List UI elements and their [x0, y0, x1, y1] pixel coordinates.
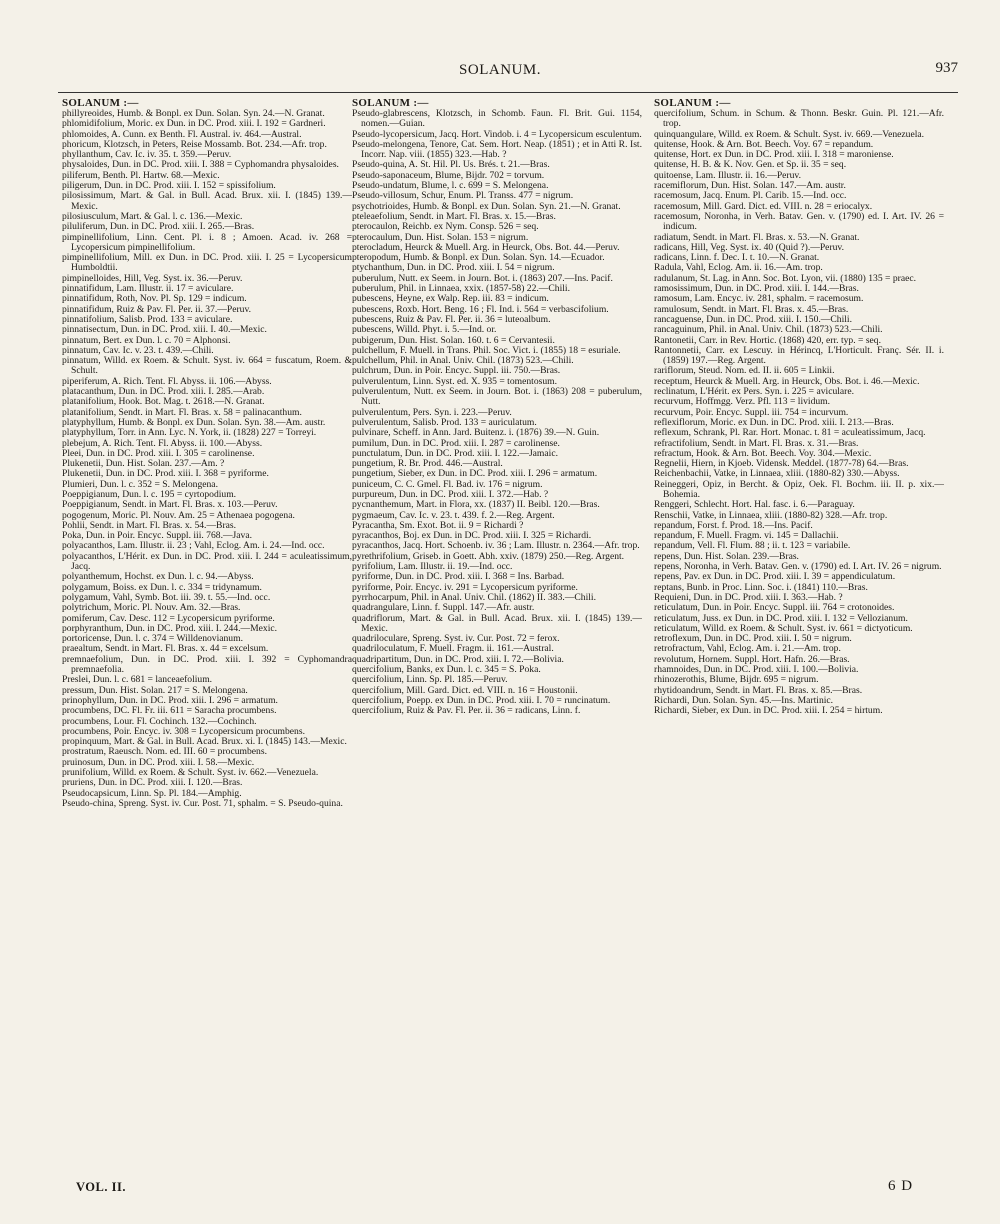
index-entry: platacanthum, Dun. in DC. Prod. xiii. I. 285.—Arab. — [62, 386, 265, 398]
index-column-3 — [654, 97, 944, 1172]
index-entry: receptum, Heurck & Muell. Arg. in Heurck, Obs. Bot. i. 46.—Mexic. — [654, 375, 920, 387]
index-entry: Richardi, Dun. Solan. Syn. 45.—Ins. Martinic. — [654, 694, 834, 706]
index-column-2 — [352, 97, 642, 1172]
index-entry: punctulatum, Dun. in DC. Prod. xiii. I. 122.—Jamaic. — [352, 447, 558, 459]
index-entry: Poka, Dun. in Poir. Encyc. Suppl. iii. 768.—Java. — [62, 530, 253, 542]
index-entry: quitense, Hook. & Arn. Bot. Beech. Voy. 67 = repandum. — [654, 138, 874, 150]
index-entry: puniceum, C. C. Gmel. Fl. Bad. iv. 176 = nigrum. — [352, 478, 543, 490]
index-entry: pyracanthos, Boj. ex Dun. in DC. Prod. xiii. I. 325 = Richardi. — [352, 530, 592, 542]
index-entry: rancaguinum, Phil. in Anal. Univ. Chil. (1873) 523.—Chili. — [654, 324, 883, 336]
index-entry: pinnatum, Cav. Ic. v. 23. t. 439.—Chili. — [62, 344, 214, 356]
index-entry: pygmaeum, Cav. Ic. v. 23. t. 439. f. 2.—Reg. Argent. — [352, 509, 555, 521]
index-entry: repandum, F. Muell. Fragm. vi. 145 = Dallachii. — [654, 530, 839, 542]
index-entry: reclinatum, L'Hérit. ex Pers. Syn. i. 225 = aviculare. — [654, 386, 855, 398]
index-entry: reticulatum, Dun. in Poir. Encyc. Suppl. iii. 764 = crotonoides. — [654, 602, 895, 614]
index-entry: radicans, Hill, Veg. Syst. ix. 40 (Quid ?).—Peruv. — [654, 241, 844, 253]
index-entry: pinnatisectum, Dun. in DC. Prod. xiii. I. 40.—Mexic. — [62, 324, 267, 336]
index-entry: quadriloculatum, F. Muell. Fragm. ii. 161.—Austral. — [352, 643, 554, 655]
index-entry: praealtum, Sendt. in Mart. Fl. Bras. x. 44 = excelsum. — [62, 643, 269, 655]
index-entry: Pseudo-melongena, Tenore, Cat. Sem. Hort. Neap. (1851) ; et in Atti R. Ist. Incorr. Nap. viii. (1855) 323.—Hab. ? — [352, 138, 642, 161]
index-entry: rhytidoandrum, Sendt. in Mart. Fl. Bras. x. 85.—Bras. — [654, 684, 863, 696]
index-entry: plebejum, A. Rich. Tent. Fl. Abyss. ii. 100.—Abyss. — [62, 437, 263, 449]
index-entry: pulverulentum, Salisb. Prod. 133 = auriculatum. — [352, 416, 537, 428]
index-entry: Rantonnetii, Carr. ex Lescuy. in Hérincq, L'Horticult. Franç. Sér. II. i. (1859) 197.—Reg. Argent. — [654, 344, 944, 367]
index-entry: pteleaefolium, Sendt. in Mart. Fl. Bras. x. 15.—Bras. — [352, 210, 556, 222]
index-entry: Pseudo-lycopersicum, Jacq. Hort. Vindob. i. 4 = Lycopersicum esculentum. — [352, 128, 642, 140]
index-entry: phlomidifolium, Moric. ex Dun. in DC. Prod. xiii. I. 192 = Gardneri. — [62, 118, 326, 130]
index-entry: racemosum, Noronha, in Verh. Batav. Gen. v. (1790) ed. I. Art. IV. 26 = indicum. — [654, 210, 944, 233]
index-entry: radulanum, St. Lag. in Ann. Soc. Bot. Lyon, vii. (1880) 135 = praec. — [654, 272, 917, 284]
column-heading: SOLANUM :— — [352, 97, 429, 109]
index-entry: pulvinare, Scheff. in Ann. Jard. Buitenz. i. (1876) 39.—N. Guin. — [352, 427, 600, 439]
index-entry: pomiferum, Cav. Desc. 112 = Lycopersicum pyriforme. — [62, 612, 275, 624]
page-number: 937 — [935, 60, 958, 76]
index-entry: Pseudo-quina, A. St. Hil. Pl. Us. Brés. t. 21.—Bras. — [352, 159, 550, 171]
index-entry: racemiflorum, Dun. Hist. Solan. 147.—Am. austr. — [654, 180, 846, 192]
index-entry: Pohlii, Sendt. in Mart. Fl. Bras. x. 54.—Bras. — [62, 519, 237, 531]
index-entry: recurvum, Poir. Encyc. Suppl. iii. 754 = incurvum. — [654, 406, 849, 418]
index-entry: quinquangulare, Willd. ex Roem. & Schult. Syst. iv. 669.—Venezuela. — [654, 128, 925, 140]
index-entry: ptychanthum, Dun. in DC. Prod. xiii. I. 54 = nigrum. — [352, 262, 555, 274]
index-entry: Pyracantha, Sm. Exot. Bot. ii. 9 = Richardi ? — [352, 519, 524, 531]
index-entry: reptans, Bunb. in Proc. Linn. Soc. i. (1841) 110.—Bras. — [654, 581, 868, 593]
index-entry: Pseudo-china, Spreng. Syst. iv. Cur. Post. 71, sphalm. = S. Pseudo-quina. — [62, 797, 343, 809]
index-entry: polygamum, Vahl, Symb. Bot. iii. 39. t. 55.—Ind. occ. — [62, 591, 271, 603]
index-entry: pubescens, Roxb. Hort. Beng. 16 ; Fl. Ind. i. 564 = verbascifolium. — [352, 303, 609, 315]
index-entry: quitense, H. B. & K. Nov. Gen. et Sp. ii. 35 = seq. — [654, 159, 847, 171]
index-entry: pyrrhocarpum, Phil. in Anal. Univ. Chil. (1862) II. 383.—Chili. — [352, 591, 596, 603]
index-entry: pulchellum, Phil. in Anal. Univ. Chil. (1873) 523.—Chili. — [352, 355, 574, 367]
index-entry: porphyranthum, Dun. in DC. Prod. xiii. I. 244.—Mexic. — [62, 622, 278, 634]
index-entry: pycnanthemum, Mart. in Flora, xx. (1837) II. Beibl. 120.—Bras. — [352, 499, 600, 511]
index-entry: psychotrioides, Humb. & Bonpl. ex Dun. Solan. Syn. 21.—N. Granat. — [352, 200, 621, 212]
index-entry: Preslei, Dun. l. c. 681 = lanceaefolium. — [62, 674, 213, 686]
index-entry: polyacanthos, Lam. Illustr. ii. 23 ; Vahl, Eclog. Am. i. 24.—Ind. occ. — [62, 540, 325, 552]
index-entry: pterocaulon, Reichb. ex Nym. Consp. 526 = seq. — [352, 221, 539, 233]
index-entry: pinnatifidum, Roth, Nov. Pl. Sp. 129 = indicum. — [62, 293, 247, 305]
index-entry: Pseudo-glabrescens, Klotzsch, in Schomb. Faun. Fl. Brit. Gui. 1154, nomen.—Guian. — [352, 108, 642, 130]
index-entry: Requieni, Dun. in DC. Prod. xiii. I. 363.—Hab. ? — [654, 591, 843, 603]
index-entry: pressum, Dun. Hist. Solan. 217 = S. Melongena. — [62, 684, 248, 696]
index-entry: Plumieri, Dun. l. c. 352 = S. Melongena. — [62, 478, 218, 490]
running-head-title: SOLANUM. — [459, 62, 541, 78]
index-entry: reflexiflorum, Moric. ex Dun. in DC. Prod. xiii. I. 213.—Bras. — [654, 416, 894, 428]
index-entry: pogogenum, Moric. Pl. Nouv. Am. 25 = Athenaea pogogena. — [62, 509, 295, 521]
index-entry: quercifolium, Mill. Gard. Dict. ed. VIII. n. 16 = Houstonii. — [352, 684, 578, 696]
index-entry: quadripartitum, Dun. in DC. Prod. xiii. I. 72.—Bolivia. — [352, 653, 564, 665]
index-entry: phillyreoides, Humb. & Bonpl. ex Dun. Solan. Syn. 24.—N. Granat. — [62, 108, 325, 119]
index-entry: retroflexum, Dun. in DC. Prod. xiii. I. 50 = nigrum. — [654, 633, 852, 645]
index-entry: quadriflorum, Mart. & Gal. in Bull. Acad. Brux. xii. I. (1845) 139.—Mexic. — [352, 612, 642, 634]
index-entry: procumbens, Lour. Fl. Cochinch. 132.—Cochinch. — [62, 715, 257, 727]
index-entry: pubescens, Heyne, ex Walp. Rep. iii. 83 = indicum. — [352, 293, 549, 305]
index-entry: puberulum, Phil. in Linnaea, xxix. (1857-58) 22.—Chili. — [352, 283, 570, 295]
index-entry: pterocaulum, Dun. Hist. Solan. 153 = nigrum. — [352, 231, 529, 243]
index-entry: pulverulentum, Nutt. ex Seem. in Journ. Bot. i. (1863) 208 = puberulum, Nutt. — [352, 386, 642, 408]
index-entry: Reineggeri, Opiz, in Bercht. & Opiz, Oek. Fl. Bochm. iii. II. p. xix.—Bohemia. — [654, 478, 944, 500]
index-entry: Plukenetii, Dun. in DC. Prod. xiii. I. 368 = pyriforme. — [62, 468, 269, 480]
index-entry: Pseudo-villosum, Schur, Enum. Pl. Transs. 477 = nigrum. — [352, 190, 574, 202]
index-entry: racemosum, Jacq. Enum. Pl. Carib. 15.—Ind. occ. — [654, 190, 847, 202]
index-entry: pulchrum, Dun. in Poir. Encyc. Suppl. iii. 750.—Bras. — [352, 365, 561, 377]
index-entry: Radula, Vahl, Eclog. Am. ii. 16.—Am. trop. — [654, 262, 823, 274]
index-entry: quercifolium, Schum. in Schum. & Thonn. Beskr. Guin. Pl. 121.—Afr. trop. — [654, 108, 944, 130]
index-entry: repens, Noronha, in Verh. Batav. Gen. v. (1790) ed. I. Art. IV. 26 = nigrum. — [654, 561, 942, 573]
index-entry: quercifolium, Ruiz & Pav. Fl. Per. ii. 36 = radicans, Linn. f. — [352, 705, 581, 717]
index-entry: radicans, Linn. f. Dec. I. t. 10.—N. Granat. — [654, 252, 820, 264]
index-entry: phoricum, Klotzsch, in Peters, Reise Mossamb. Bot. 234.—Afr. trop. — [62, 138, 327, 150]
index-entry: rhamnoides, Dun. in DC. Prod. xiii. I. 100.—Bolivia. — [654, 664, 859, 676]
index-entry: platyphyllum, Torr. in Ann. Lyc. N. York, ii. (1828) 227 = Torreyi. — [62, 427, 317, 439]
index-entry: pulverulentum, Pers. Syn. i. 223.—Peruv. — [352, 406, 512, 418]
index-entry: rhinozerothis, Blume, Bijdr. 695 = nigrum. — [654, 674, 819, 686]
index-entry: radiatum, Sendt. in Mart. Fl. Bras. x. 53.—N. Granat. — [654, 231, 860, 243]
index-entry: pinnatifidum, Ruiz & Pav. Fl. Per. ii. 37.—Peruv. — [62, 303, 252, 315]
index-entry: quitoense, Lam. Illustr. ii. 16.—Peruv. — [654, 169, 801, 181]
index-entry: quercifolium, Linn. Sp. Pl. 185.—Peruv. — [352, 674, 508, 686]
index-entry: pimpinellifolium, Linn. Cent. Pl. i. 8 ; Amoen. Acad. iv. 268 = Lycopersicum pimpinellifolium. — [62, 231, 352, 253]
index-entry: pinnatum, Willd. ex Roem. & Schult. Syst. iv. 664 = fuscatum, Roem. & Schult. — [62, 355, 352, 377]
index-entry: polygamum, Boiss. ex Dun. l. c. 334 = tridynamum. — [62, 581, 262, 593]
index-entry: phlomoides, A. Cunn. ex Benth. Fl. Austral. iv. 464.—Austral. — [62, 128, 302, 140]
index-entry: refractum, Hook. & Arn. Bot. Beech. Voy. 304.—Mexic. — [654, 447, 872, 459]
index-entry: pilosiusculum, Mart. & Gal. l. c. 136.—Mexic. — [62, 210, 243, 222]
index-entry: rariflorum, Steud. Nom. ed. II. ii. 605 = Linkii. — [654, 365, 835, 377]
index-entry: procumbens, Poir. Encyc. iv. 308 = Lycopersicum procumbens. — [62, 725, 305, 737]
index-entry: Poeppigianum, Dun. l. c. 195 = cyrtopodium. — [62, 488, 237, 500]
index-entry: ramosum, Lam. Encyc. iv. 281, sphalm. = racemosum. — [654, 293, 864, 305]
index-entry: procumbens, DC. Fl. Fr. iii. 611 = Saracha procumbens. — [62, 705, 277, 717]
index-entry: Richardi, Sieber, ex Dun. in DC. Prod. xiii. I. 254 = hirtum. — [654, 705, 883, 717]
index-entry: piliferum, Benth. Pl. Hartw. 68.—Mexic. — [62, 169, 220, 181]
index-entry: pruinosum, Dun. in DC. Prod. xiii. I. 58.—Mexic. — [62, 756, 255, 768]
index-entry: repens, Pav. ex Dun. in DC. Prod. xiii. I. 39 = appendiculatum. — [654, 571, 896, 583]
index-entry: prostratum, Raeusch. Nom. ed. III. 60 = procumbens. — [62, 746, 267, 758]
index-entry: pungetium, R. Br. Prod. 446.—Austral. — [352, 458, 503, 470]
index-entry: Renschii, Vatke, in Linnaea, xliii. (1880-82) 328.—Afr. trop. — [654, 509, 888, 521]
index-entry: pyriforme, Poir. Encyc. iv. 291 = Lycopersicum pyriforme. — [352, 581, 578, 593]
index-entry: quadriloculare, Spreng. Syst. iv. Cur. Post. 72 = ferox. — [352, 633, 560, 645]
index-entry: Poeppigianum, Sendt. in Mart. Fl. Bras. x. 103.—Peruv. — [62, 499, 278, 511]
header-rule — [58, 92, 958, 93]
index-entry: pumilum, Dun. in DC. Prod. xiii. I. 287 = carolinense. — [352, 437, 560, 449]
index-entry: pungetium, Sieber, ex Dun. in DC. Prod. xiii. I. 296 = armatum. — [352, 468, 598, 480]
index-entry: quercifolium, Banks, ex Dun. l. c. 345 = S. Poka. — [352, 664, 541, 676]
index-entry: pyracanthos, Jacq. Hort. Schoenb. iv. 36 ; Lam. Illustr. n. 2364.—Afr. trop. — [352, 540, 640, 552]
signature-mark: 6 D — [888, 1178, 914, 1194]
column-heading: SOLANUM :— — [654, 97, 731, 109]
index-entry: portoricense, Dun. l. c. 374 = Willdenovianum. — [62, 633, 243, 645]
index-entry: Pseudo-undatum, Blume, l. c. 699 = S. Melongena. — [352, 180, 549, 192]
index-entry: recurvum, Hoffmgg. Verz. Pfl. 113 = lividum. — [654, 396, 831, 408]
index-entry: prinophyllum, Dun. in DC. Prod. xiii. I. 296 = armatum. — [62, 694, 278, 706]
index-entry: pilosissimum, Mart. & Gal. in Bull. Acad. Brux. xii. I. (1845) 139.—Mexic. — [62, 190, 352, 212]
index-entry: phyllanthum, Cav. Ic. iv. 35. t. 359.—Peruv. — [62, 149, 232, 161]
volume-label: VOL. II. — [76, 1180, 126, 1194]
index-entry: propinquum, Mart. & Gal. in Bull. Acad. Brux. xi. I. (1845) 143.—Mexic. — [62, 736, 347, 748]
index-entry: pyrifolium, Lam. Illustr. ii. 19.—Ind. occ. — [352, 561, 513, 573]
index-entry: purpureum, Dun. in DC. Prod. xiii. I. 372.—Hab. ? — [352, 488, 549, 500]
index-entry: physaloides, Dun. in DC. Prod. xiii. I. 388 = Cyphomandra physaloides. — [62, 159, 339, 171]
index-entry: polyanthemum, Hochst. ex Dun. l. c. 94.—Abyss. — [62, 571, 254, 583]
index-column-1 — [62, 97, 352, 1172]
index-entry: reflexum, Schrank, Pl. Rar. Hort. Monac. t. 81 = aculeatissimum, Jacq. — [654, 427, 926, 439]
index-entry: pinnatum, Bert. ex Dun. l. c. 70 = Alphonsi. — [62, 334, 231, 346]
index-entry: retrofractum, Vahl, Eclog. Am. i. 21.—Am. trop. — [654, 643, 841, 655]
index-entry: Reichenbachii, Vatke, in Linnaea, xliii. (1880-82) 330.—Abyss. — [654, 468, 900, 480]
index-entry: piluliferum, Dun. in DC. Prod. xiii. I. 265.—Bras. — [62, 221, 255, 233]
index-entry: Pseudocapsicum, Linn. Sp. Pl. 184.—Amphig. — [62, 787, 242, 799]
index-entry: pyriforme, Dun. in DC. Prod. xiii. I. 368 = Ins. Barbad. — [352, 571, 565, 583]
index-entry: Plukenetii, Dun. Hist. Solan. 237.—Am. ? — [62, 458, 225, 470]
index-entry: pubescens, Willd. Phyt. i. 5.—Ind. or. — [352, 324, 497, 336]
index-entry: Renggeri, Schlecht. Hort. Hal. fasc. i. 6.—Paraguay. — [654, 499, 855, 511]
index-entry: pruriens, Dun. in DC. Prod. xiii. I. 120.—Bras. — [62, 777, 243, 789]
index-entry: pinnatifidum, Lam. Illustr. ii. 17 = aviculare. — [62, 283, 234, 295]
index-entry: refractifolium, Sendt. in Mart. Fl. Bras. x. 31.—Bras. — [654, 437, 859, 449]
index-entry: reticulatum, Willd. ex Roem. & Schult. Syst. iv. 661 = dictyoticum. — [654, 622, 913, 634]
index-entry: reticulatum, Juss. ex Dun. in DC. Prod. xiii. I. 132 = Vellozianum. — [654, 612, 908, 624]
index-entry: pterocladum, Heurck & Muell. Arg. in Heurck, Obs. Bot. 44.—Peruv. — [352, 241, 620, 253]
index-entry: pteropodum, Humb. & Bonpl. ex Dun. Solan. Syn. 14.—Ecuador. — [352, 252, 605, 264]
index-entry: pubescens, Ruiz & Pav. Fl. Per. ii. 36 = luteoalbum. — [352, 313, 551, 325]
index-entry: ramosissimum, Dun. in DC. Prod. xiii. I. 144.—Bras. — [654, 283, 859, 295]
index-entry: platyphyllum, Humb. & Bonpl. ex Dun. Solan. Syn. 38.—Am. austr. — [62, 416, 326, 428]
index-entry: platanifolium, Hook. Bot. Mag. t. 2618.—N. Granat. — [62, 396, 265, 408]
index-entry: revolutum, Hornem. Suppl. Hort. Hafn. 26.—Bras. — [654, 653, 850, 665]
index-entry: racemosum, Mill. Gard. Dict. ed. VIII. n. 28 = eriocalyx. — [654, 200, 873, 212]
index-entry: Pseudo-saponaceum, Blume, Bijdr. 702 = torvum. — [352, 169, 545, 181]
index-entry: premnaefolium, Dun. in DC. Prod. xiii. I. 392 = Cyphomandra premnaefolia. — [62, 653, 352, 676]
index-entry: puberulum, Nutt. ex Seem. in Journ. Bot. i. (1863) 207.—Ins. Pacif. — [352, 272, 613, 284]
index-entry: pyrethrifolium, Griseb. in Goett. Abh. xxiv. (1879) 250.—Reg. Argent. — [352, 550, 625, 562]
index-entry: piligerum, Dun. in DC. Prod. xiii. I. 152 = spissifolium. — [62, 180, 276, 192]
index-entry: pulchellum, F. Muell. in Trans. Phil. Soc. Vict. i. (1855) 18 = esuriale. — [352, 344, 621, 356]
index-entry: prunifolium, Willd. ex Roem. & Schult. Syst. iv. 662.—Venezuela. — [62, 767, 319, 778]
index-entry: pimpinellifolium, Mill. ex Dun. in DC. Prod. xiii. I. 25 = Lycopersicum Humboldtii. — [62, 252, 352, 274]
index-entry: pulverulentum, Linn. Syst. ed. X. 935 = tomentosum. — [352, 375, 558, 387]
index-entry: Regnelii, Hiern, in Kjoeb. Vidensk. Meddel. (1877-78) 64.—Bras. — [654, 458, 909, 470]
index-entry: pinnatifolium, Salisb. Prod. 133 = aviculare. — [62, 313, 233, 325]
index-entry: polytrichum, Moric. Pl. Nouv. Am. 32.—Bras. — [62, 602, 241, 614]
index-entry: quitense, Hort. ex Dun. in DC. Prod. xiii. I. 318 = maroniense. — [654, 149, 894, 161]
index-entry: pimpinelloides, Hill, Veg. Syst. ix. 36.—Peruv. — [62, 272, 243, 284]
index-entry: repens, Dun. Hist. Solan. 239.—Bras. — [654, 550, 799, 562]
index-entry: Rantonetii, Carr. in Rev. Hortic. (1868) 420, err. typ. = seq. — [654, 334, 882, 346]
index-entry: repandum, Forst. f. Prod. 18.—Ins. Pacif. — [654, 519, 813, 531]
index-entry: quercifolium, Poepp. ex Dun. in DC. Prod. xiii. I. 70 = runcinatum. — [352, 694, 611, 706]
index-entry: repandum, Vell. Fl. Flum. 88 ; ii. t. 123 = variabile. — [654, 540, 851, 552]
index-entry: ramulosum, Sendt. in Mart. Fl. Bras. x. 45.—Bras. — [654, 303, 849, 315]
index-entry: Pleei, Dun. in DC. Prod. xiii. I. 305 = carolinense. — [62, 447, 255, 459]
index-entry: rancaguense, Dun. in DC. Prod. xiii. I. 150.—Chili. — [654, 313, 852, 325]
index-entry: pubigerum, Dun. Hist. Solan. 160. t. 6 = Cervantesii. — [352, 334, 555, 346]
index-entry: piperiferum, A. Rich. Tent. Fl. Abyss. ii. 106.—Abyss. — [62, 375, 272, 387]
index-entry: polyacanthos, L'Hérit. ex Dun. in DC. Prod. xiii. I. 244 = aculeatissimum, Jacq. — [62, 550, 352, 573]
column-heading: SOLANUM :— — [62, 97, 139, 109]
index-entry: quadrangulare, Linn. f. Suppl. 147.—Afr. austr. — [352, 602, 535, 614]
index-entry: platanifolium, Sendt. in Mart. Fl. Bras. x. 58 = palinacanthum. — [62, 406, 302, 418]
